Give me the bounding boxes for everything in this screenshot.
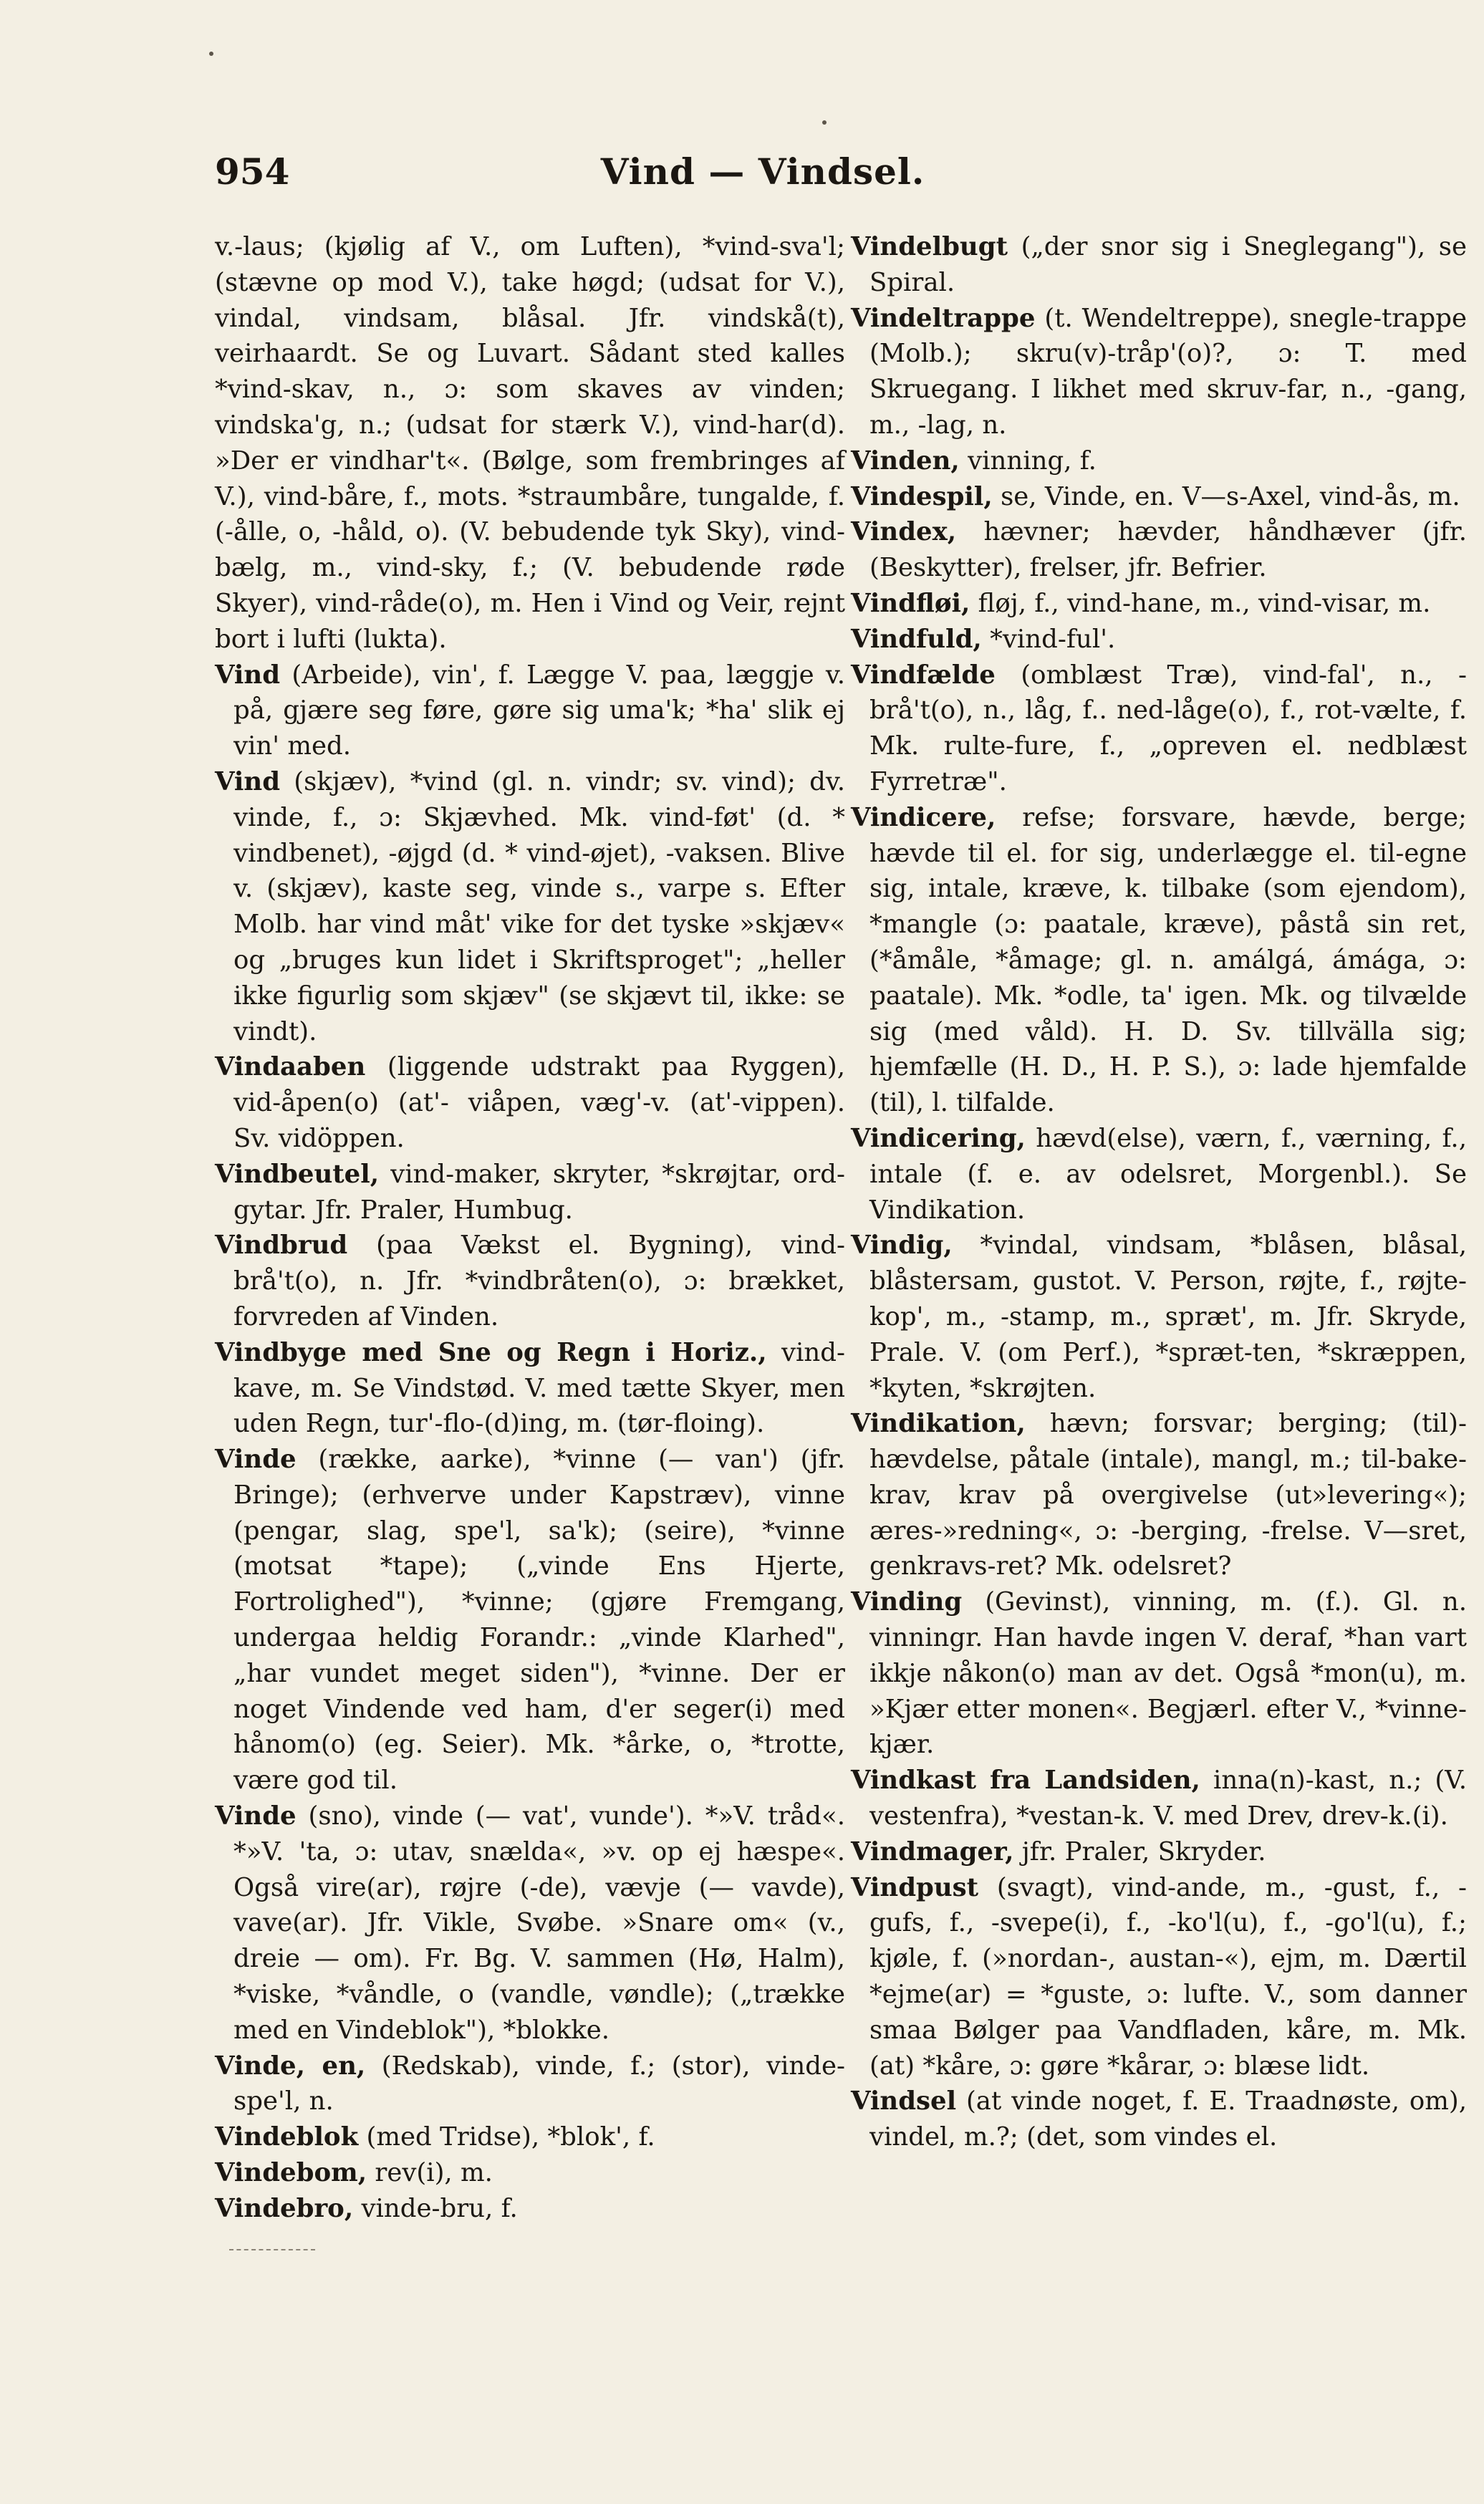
entry-definition: v.-laus; (kjølig af V., om Luften), *vind-sva'l; (stævne op mod V.), take høgd; (udsat for V.), vindal, vindsam, blåsal. Jfr. vindskå(t), veirhaardt. Se og Luvart. Sådant sted kalles *vind-skav, n., ɔ: som skaves av vinden; vindska'g, n.; (udsat for stærk V.), vind-har(d). »Der er vindhar't«. (Bølge, som frembringes af V.), vind-båre, f., mots. *straumbåre, tungalde, f. (-ålle, o, -håld, o). (V. bebudende tyk Sky), vind-bælg, m., vind-sky, f.; (V. bebudende røde Skyer), vind-råde(o), m. Hen i Vind og Veir, rejnt bort i lufti (lukta). [215,232,845,654]
dictionary-entry [215,658,845,764]
entry-definition: (svagt), vind-ande, m., -gust, f., -gufs, f., -svepe(i), f., -ko'l(u), f., -go'l(u), f.; kjøle, f. (»nordan-, austan-«), ejm, m. Dærtil *ejme(ar) = *guste, ɔ: lufte. V., som danner smaa Bølger paa Vandfladen, kåre, m. Mk. (at) *kåre, ɔ: gøre *kårar, ɔ: blæse lidt. [869,1872,1467,2081]
entry-headword: Vindig, [851,1231,953,1261]
entry-definition: (t. Wendeltreppe), snegle-trappe (Molb.); skru(v)-tråp'(o)?, ɔ: T. med Skruegang. I likhet med skruv-far, n., -gang, m., -lag, n. [869,303,1467,440]
running-head: Vind — Vindsel. [600,150,925,193]
entry-definition: (Arbeide), vin', f. Lægge V. paa, læggje v. på, gjære seg føre, gøre sig uma'k; *ha' slik ej vin' med. [233,660,845,761]
entry-headword: Vindelbugt [851,232,1008,261]
dictionary-entry [851,229,1467,301]
entry-headword: Vinding [851,1587,963,1617]
entry-definition: (Gevinst), vinning, m. (f.). Gl. n. vinningr. Han havde ingen V. deraf, *han vart ikkje nåkon(o) man av det. Også *mon(u), m. »Kjær etter monen«. Begjærl. efter V., *vinne-kjær. [869,1587,1467,1760]
entry-headword: Vindeblok [215,2122,359,2152]
entry-definition: vinde-bru, f. [361,2193,518,2223]
dictionary-entry [851,1406,1467,1584]
entry-definition: (sno), vinde (— vat', vunde'). *»V. tråd«. *»V. 'ta, ɔ: utav, snælda«, »v. op ej hæspe«. Også vire(ar), røjre (-de), vævje (— vavde), vave(ar). Jfr. Vikle, Svøbe. »Snare om« (v., dreie — om). Fr. Bg. V. sammen (Hø, Halm), *viske, *våndle, o (vandle, vøndle); („trække med en Vindeblok"), *blokke. [233,1801,845,2045]
entry-headword: Vindsel [851,2086,957,2117]
dictionary-entry [851,1121,1467,1228]
dictionary-entry [851,1584,1467,1763]
dictionary-entry [851,1763,1467,1834]
dictionary-entry [851,301,1467,443]
entry-headword: Vindfælde [851,660,996,690]
dictionary-entry [215,1335,845,1442]
dictionary-entry [851,479,1467,515]
dictionary-entry [215,1049,845,1156]
entry-definition: hævn; forsvar; berging; (til)-hævdelse, påtale (intale), mangl, m.; til-bake-krav, krav på overgivelse (ut»levering«); æres-»redning«, ɔ: -berging, -frelse. V—sret, genkravs-ret? Mk. odelsret? [869,1409,1467,1581]
entry-headword: Vinde, en, [215,2051,366,2081]
entry-definition: hævner; hævder, håndhæver (jfr. (Beskytter), frelser, jfr. Befrier. [869,517,1467,583]
dictionary-entry [215,2119,845,2155]
entry-headword: Vindespil, [851,481,993,511]
entry-headword: Vindikation, [851,1409,1026,1439]
dictionary-entry [851,514,1467,586]
entry-definition: hævd(else), værn, f., værning, f., intale (f. e. av odelsret, Morgenbl.). Se Vindikation. [869,1123,1467,1225]
dictionary-entry [851,1870,1467,2084]
entry-definition: vinning, f. [968,446,1097,476]
dictionary-entry [215,229,845,658]
entry-definition: (omblæst Træ), vind-fal', n., -brå't(o), n., låg, f.. ned-låge(o), f., rot-vælte, f. Mk. rulte-fure, f., „opreven el. nedblæst Fyrretræ". [869,660,1467,796]
entry-headword: Vindmager, [851,1836,1014,1867]
entry-definition: rev(i), m. [375,2158,493,2188]
dictionary-entry [215,1798,845,2048]
entry-headword: Vindbeutel, [215,1159,380,1189]
dictionary-entry [851,800,1467,1121]
entry-headword: Vindfuld, [851,624,982,654]
dictionary-entry [215,764,845,1049]
entry-definition: jfr. Praler, Skryder. [1021,1836,1266,1867]
dictionary-entry [215,1442,845,1798]
entry-definition: vind-maker, skryter, *skrøjtar, ord-gytar. Jfr. Praler, Humbug. [233,1159,845,1225]
dictionary-entry [851,1834,1467,1870]
dictionary-entry [215,1157,845,1228]
dictionary-entry [851,2084,1467,2155]
entry-headword: Vindex, [851,517,957,547]
entry-headword: Vindebro, [215,2193,354,2223]
entry-headword: Vindkast fra Landsiden, [851,1766,1200,1796]
entry-definition: (række, aarke), *vinne (— van') (jfr. Bringe); (erhverve under Kapstræv), vinne (pengar, slag, spe'l, sa'k); (seire), *vinne (motsat *tape); („vinde Ens Hjerte, Fortrolighed"), *vinne; (gjøre Fremgang, undergaa heldig Forandr.: „vinde Klarhed", „har vundet meget siden"), *vinne. Der er noget Vindende ved ham, d'er seger(i) med hånom(o) (eg. Seier). Mk. *årke, o, *trotte, være god til. [233,1445,845,1796]
paper-speck [822,120,827,125]
entry-definition: *vindal, vindsam, *blåsen, blåsal, blåstersam, gustot. V. Person, røjte, f., røjte-kop', m., -stamp, m., spræt', m. Jfr. Skryde, Prale. V. (om Perf.), *spræt-ten, *skræppen, *kyten, *skrøjten. [869,1231,1467,1403]
entry-headword: Vindbrud [215,1231,348,1261]
entry-definition: („der snor sig i Sneglegang"), se Spiral. [869,232,1467,297]
entry-headword: Vind [215,660,281,690]
dictionary-entry [215,2048,845,2120]
entry-headword: Vinde [215,1801,297,1831]
entry-definition: (skjæv), *vind (gl. n. vindr; sv. vind); dv. vinde, f., ɔ: Skjævhed. Mk. vind-føt' (d. * vindbenet), -øjgd (d. * vind-øjet), -vaksen. Blive v. (skjæv), kaste seg, vinde s., varpe s. Efter Molb. har vind måt' vike for det tyske »skjæv« og „bruges kun lidet i Skriftsproget"; „heller ikke figurlig som skjæv" (se skjævt til, ikke: se vindt). [233,766,845,1046]
entry-definition: vind-kave, m. Se Vindstød. V. med tætte Skyer, men uden Regn, tur'-flo-(d)ing, m. (tør-floing). [233,1337,845,1439]
entry-headword: Vindicering, [851,1123,1026,1153]
left-column [215,229,845,2227]
entry-definition: (med Tridse), *blok', f. [366,2122,655,2152]
dictionary-entry [851,658,1467,800]
dictionary-entry [215,1228,845,1334]
entry-definition: *vind-ful'. [990,624,1116,654]
footnote-rule [229,2249,315,2250]
entry-headword: Vindpust [851,1872,979,1902]
dictionary-entry [215,2155,845,2191]
entry-headword: Vindfløi, [851,588,970,618]
page-number: 954 [215,150,290,193]
dictionary-entry [215,2191,845,2227]
entry-definition: (Redskab), vinde, f.; (stor), vinde-spe'l, n. [233,2051,845,2117]
entry-definition: (liggende udstrakt paa Ryggen), vid-åpen(o) (at'- viåpen, væg'-v. (at'-vippen). Sv. vidöppen. [233,1052,845,1153]
entry-headword: Vindbyge med Sne og Regn i Horiz., [215,1337,767,1367]
entry-headword: Vindaaben [215,1052,366,1082]
entry-headword: Vindeltrappe [851,303,1036,333]
dictionary-entry [851,586,1467,622]
right-column [851,229,1467,2155]
entry-headword: Vind [215,766,281,796]
entry-definition: (paa Vækst el. Bygning), vind-brå't(o), n. Jfr. *vindbråten(o), ɔ: brækket, forvreden af Vinden. [233,1231,845,1332]
entry-definition: fløj, f., vind-hane, m., vind-visar, m. [978,588,1431,618]
dictionary-entry [851,622,1467,658]
entry-definition: refse; forsvare, hævde, berge; hævde til el. for sig, underlægge el. til-egne sig, intale, kræve, k. tilbake (som ejendom), *mangle (ɔ: paatale, kræve), påstå sin ret, (*åmåle, *åmage; gl. n. amálgá, ámága, ɔ: paatale). Mk. *odle, ta' igen. Mk. og tilvælde sig (med våld). H. D. Sv. tillvälla sig; hjemfælle (H. D., H. P. S.), ɔ: lade hjemfalde (til), l. tilfalde. [869,802,1467,1118]
entry-headword: Vindicere, [851,802,996,832]
dictionary-entry [851,1228,1467,1406]
dictionary-entry [851,443,1467,479]
entry-definition: inna(n)-kast, n.; (V. vestenfra), *vestan-k. V. med Drev, drev-k.(i). [869,1766,1467,1831]
page-header [215,150,1311,201]
entry-headword: Vinden, [851,446,960,476]
entry-headword: Vinde [215,1445,297,1475]
paper-speck [209,52,213,56]
entry-definition: se, Vinde, en. V—s-Axel, vind-ås, m. [1001,481,1460,511]
entry-headword: Vindebom, [215,2158,367,2188]
entry-definition: (at vinde noget, f. E. Traadnøste, om), vindel, m.?; (det, som vindes el. [869,2086,1467,2152]
